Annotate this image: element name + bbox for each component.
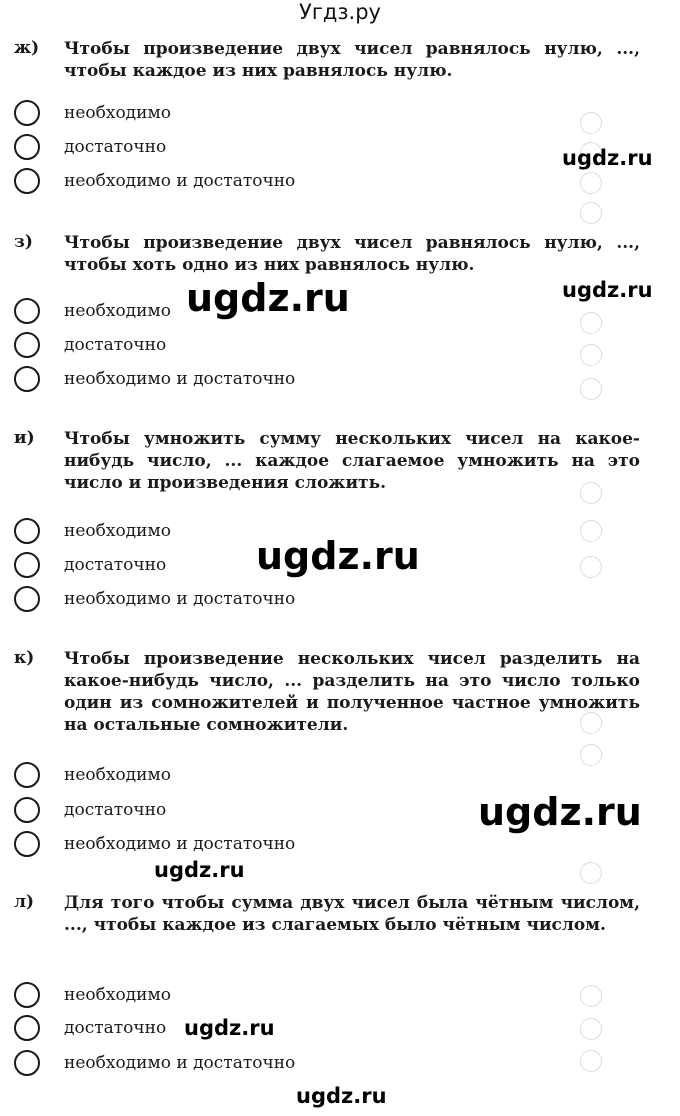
option-row[interactable] xyxy=(14,795,167,825)
radio-circle[interactable] xyxy=(14,762,40,788)
ghost-circle xyxy=(580,556,602,578)
radio-circle[interactable] xyxy=(14,298,40,324)
option-label: необходимо и достаточно xyxy=(64,834,296,854)
ghost-circle xyxy=(580,1050,602,1072)
question-text: Чтобы умножить сумму нескольких чисел на какое-нибудь число, ... каждое слагаемое умножить на это число и произведения сложить. xyxy=(64,429,640,493)
radio-circle[interactable] xyxy=(14,982,40,1008)
question-text: Чтобы произведение двух чисел равнялось нулю, ..., чтобы хоть одно из них равнялось нулю. xyxy=(64,233,640,275)
option-row[interactable] xyxy=(14,550,167,580)
ghost-circle xyxy=(580,344,602,366)
radio-circle[interactable] xyxy=(14,134,40,160)
option-label: необходимо и достаточно xyxy=(64,1053,296,1073)
radio-circle[interactable] xyxy=(14,831,40,857)
radio-circle[interactable] xyxy=(14,797,40,823)
question-text: Чтобы произведение двух чисел равнялось нулю, ..., чтобы каждое из них равнялось нулю. xyxy=(64,39,640,81)
radio-circle[interactable] xyxy=(14,552,40,578)
ghost-circle xyxy=(580,312,602,334)
option-row[interactable] xyxy=(14,166,296,196)
option-label: достаточно xyxy=(64,335,167,355)
question-text: Для того чтобы сумма двух чисел была чётным числом, ..., чтобы каждое из слагаемых было чётным числом. xyxy=(64,893,640,935)
option-label: достаточно xyxy=(64,800,167,820)
radio-circle[interactable] xyxy=(14,168,40,194)
option-row[interactable] xyxy=(14,1013,167,1043)
question-letter: ж) xyxy=(14,38,40,58)
option-row[interactable] xyxy=(14,1048,296,1078)
radio-circle[interactable] xyxy=(14,1015,40,1041)
question-letter: з) xyxy=(14,232,33,252)
watermark: ugdz.ru xyxy=(154,858,245,882)
ghost-circle xyxy=(580,985,602,1007)
radio-circle[interactable] xyxy=(14,586,40,612)
watermark: ugdz.ru xyxy=(184,1016,275,1040)
ghost-circle xyxy=(580,172,602,194)
option-row[interactable] xyxy=(14,829,296,859)
option-label: достаточно xyxy=(64,137,167,157)
question-text: Чтобы произведение нескольких чисел разделить на какое-нибудь число, ... разделить на это число только один из сомножителей и полученное частное умножить на остальные сомножители. xyxy=(64,649,640,735)
option-label: достаточно xyxy=(64,555,167,575)
option-row[interactable] xyxy=(14,980,171,1010)
ghost-circle xyxy=(580,378,602,400)
watermark: ugdz.ru xyxy=(478,790,642,834)
question-letter: к) xyxy=(14,648,35,668)
option-label: необходимо xyxy=(64,985,171,1005)
option-row[interactable] xyxy=(14,516,171,546)
option-row[interactable] xyxy=(14,584,296,614)
ghost-circle xyxy=(580,1018,602,1040)
ghost-circle xyxy=(580,862,602,884)
ghost-circle xyxy=(580,112,602,134)
radio-circle[interactable] xyxy=(14,100,40,126)
radio-circle[interactable] xyxy=(14,332,40,358)
watermark: ugdz.ru xyxy=(186,276,350,320)
option-row[interactable] xyxy=(14,98,171,128)
option-label: необходимо и достаточно xyxy=(64,171,296,191)
option-label: необходимо xyxy=(64,521,171,541)
watermark: ugdz.ru xyxy=(562,278,653,302)
option-label: необходимо xyxy=(64,765,171,785)
watermark: ugdz.ru xyxy=(256,534,420,578)
radio-circle[interactable] xyxy=(14,1050,40,1076)
option-row[interactable] xyxy=(14,132,167,162)
watermark: ugdz.ru xyxy=(296,1084,387,1108)
ghost-circle xyxy=(580,202,602,224)
option-label: необходимо и достаточно xyxy=(64,589,296,609)
option-label: достаточно xyxy=(64,1018,167,1038)
option-row[interactable] xyxy=(14,330,167,360)
option-row[interactable] xyxy=(14,296,171,326)
radio-circle[interactable] xyxy=(14,518,40,544)
ghost-circle xyxy=(580,744,602,766)
option-label: необходимо и достаточно xyxy=(64,369,296,389)
watermark: ugdz.ru xyxy=(562,146,653,170)
option-row[interactable] xyxy=(14,760,171,790)
radio-circle[interactable] xyxy=(14,366,40,392)
option-label: необходимо xyxy=(64,103,171,123)
option-row[interactable] xyxy=(14,364,296,394)
question-letter: л) xyxy=(14,892,35,912)
site-title: Угдз.ру xyxy=(299,0,381,24)
option-label: необходимо xyxy=(64,301,171,321)
question-letter: и) xyxy=(14,428,35,448)
ghost-circle xyxy=(580,520,602,542)
